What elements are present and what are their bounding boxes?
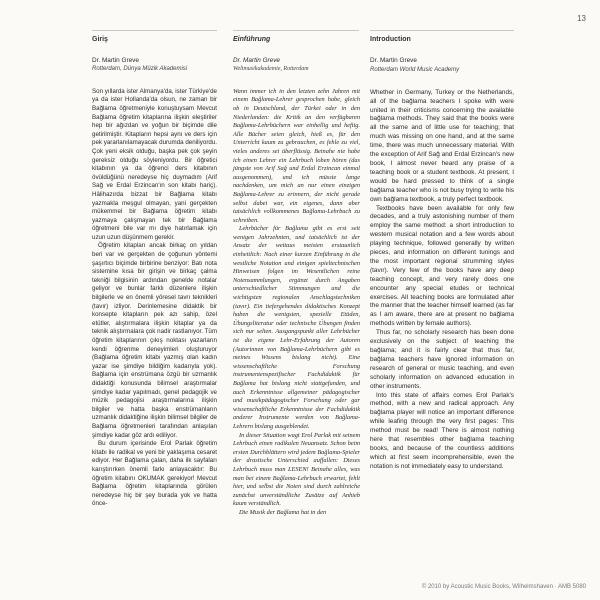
paragraph: In dieser Situation wagt Erol Parlak mit seinem Lehrbuch einen radikalen Neuansatz. Schon beim ersten Durchblättern wird jedem Bağlama-Spieler der drastische Unterschied auffallen: Dieses Lehrbuch muss man LESEN! Beinahe alles, was man bei einem Bağlama-Lehrbuch erwartet, fehlt hier, und selbst die Noten sind durch zahlreiche zunächst unverständliche Zusätze auf Anhieb kaum verständlich. <box>233 431 360 508</box>
paragraph: Öğretim kitapları ancak birkaç on yıldan beri var ve gerçekten de çoğunun yöntemi şaşırtıcı biçimde birbirine benziyor: Batı nota sistemine kısa bir girişin ve birkaç çalma tekniği bilgisinin ardından genelde notalar geliyor ve bunlar farklı düzenlere ilişkin bilgilerle ve en önemli yöresel tavrı teknikleri (tavır) izliyor. Derinlemesine didaktik bir konsepte kitapların pek azı sahip, özel etütler, alıştırmalara ilişkin kitaplar ya da teknik alıştırmalara çok nadir rastlanıyor. Tüm öğretim kitaplarının çıkış noktası yazarların kendi öğrenme deneyimleri oluşturuyor (Bağlama öğretim kitabı yazmış olan kadın yazar ise şimdiye bildiğim kadarıyla yok). Bağlama için enstrümana özgü bir uzmanlık didaktiği konusunda bilimsel araştırmalar şimdiye kadar yapılmadı, genel pedagojik ve müzik pedagojisi araştırmalarına ilişkin bilgiler ve hatta başka enstrümanların uzmanlık didaktiğine ilişkin bilimsel bilgiler de Bağlama öğretmenleri tarafından anlaşılan şimdiye kadar göz ardı ediliyor. <box>92 242 217 439</box>
column-heading: Introduction <box>370 36 411 43</box>
author-affiliation: Weltmusikakademie, Rotterdam <box>233 66 309 73</box>
column-english <box>370 36 514 472</box>
column-rule-german <box>233 30 359 31</box>
paragraph: Wann immer ich in den letzten zehn Jahren mit einem Bağlama-Lehrer gesprochen habe, gleich ob in Deutschland, der Türkei oder in den Niederlanden: die Kritik an den verfügbaren Bağlama-Lehrbüchern war einhellig und heftig. Alle Bücher seien gleich, hieß es, für den Unterricht kaum zu gebrauchen, es fehle zu viel, vieles anderes sei überflüssig. Beinahe nie habe ich einen Lehrer ein Lehrbuch loben hören (das jüngste von Arif Sağ und Erdal Erzincan einmal ausgenommen), und ich müsste lange nachdenken, um mich an nur einen einzigen Bağlama-Lehrer zu erinnern, der nicht gerade selbst dabei war, ein eigenes, dann aber tatsächlich vollkommenes Bağlama-Lehrbuch zu schreiben. <box>233 87 360 224</box>
column-heading: Einführung <box>233 36 271 43</box>
author-affiliation: Rotterdam, Dünya Müzik Akademisi <box>92 66 188 73</box>
paragraph: Into this state of affairs comes Erol Parlak's method, with a new and radical approach. Any bağlama player will notice an important difference while leafing through the very first pages: This method must be read! There is almost nothing here that resembles other bağlama teaching books, and because of the countless additions which at first seem incomprehensible, even the notation is not immediately easy to understand. <box>370 391 514 470</box>
column-turkish <box>92 36 217 509</box>
paragraph: Die Musik der Bağlama hat in den <box>239 508 327 516</box>
column-rule-turkish <box>92 30 217 31</box>
column-heading: Giriş <box>92 36 108 43</box>
paragraph: Thus far, no scholarly research has been done exclusively on the subject of teaching the bağlama; and it is fairly clear that thus far, bağlama teachers have ignored information on research of general or music teaching, and even scholarly information on advanced education in other instruments. <box>370 329 514 390</box>
column-rule-english <box>370 30 514 31</box>
author-name: Dr. Martin Greve <box>233 56 280 64</box>
copyright-footer: © 2010 by Acoustic Music Books, Wilhelmshaven · AMB 5080 <box>421 584 586 590</box>
paragraph: Son yıllarda ister Almanya'da, ister Türkiye'de ya da ister Hollanda'da olsun, ne zaman bir Bağlama öğretmeniyle konuştuysam Mevcut Bağlama öğretim kitaplarına ilişkin eleştiriler hep bir ağızdan ve yoğun bir biçimde dile getirilmiştir. Kitapların hepsi aynı ve ders için pek yararlanılamayacak durumda deniliyordu. Çok yeni eksik olduğu, başka pek çok şeyin gereksiz olduğu söyleniyordu. Bir öğretici kitabının ya da öğrenci ders kitabının övüldüğünü neredeyse hiç duymadım (Arif Sağ ve Erdal Erzincan'ın son kitabı hariç). Hâlihazırda bizzat bir Bağlama kitabı yazmakla meşgul olmayan, yani gerçekten mükemmel bir Bağlama öğretim kitabı yazmaya çalışmayan tek bir Bağlama öğretmeni bile var mı diye hatırlamak için uzun uzun düşünmem gerekir. <box>92 87 217 241</box>
page-number: 13 <box>577 14 586 23</box>
paragraph: Whether in Germany, Turkey or the Netherlands, all of the bağlama teachers I spoke with were united in their criticisms concerning the available bağlama methods. They said that the books were all the same and of little use for teaching; that much was missing on one hand, and at the same time, there was much unnecessary material. With the exception of Arif Sağ and Erdal Erzincan's new book, I almost never heard any praise of a teaching book or a student textbook. At present, I would be hard pressed to think of a single bağlama teacher who is not busy trying to write his own bağlama textbook, a truly perfect textbook. <box>370 88 514 203</box>
author-name: Dr. Martin Greve <box>370 56 417 64</box>
column-german <box>233 36 360 517</box>
author-affiliation: Rotterdam World Music Academy <box>370 66 460 73</box>
paragraph: Lehrbücher für Bağlama gibt es erst seit wenigen Jahrzehnten, und tatsächlich ist der Ansatz der weitaus meisten erstaunlich einheitlich: Nach einer kurzen Einführung in die westliche Notation und einigen spieltechnischen Hinweisen folgen im Wesentlichen reine Notensammlungen, ergänzt durch Angaben unterschiedlicher Stimmungen und die wichtigsten regionalen Anschlagstechniken (tavır). Ein tiefergehendes didaktisches Konzept haben die wenigsten, spezielle Etüden, Übungsliteratur oder technische Übungen finden sich nur selten. Ausgangspunkt aller Lehrbücher ist die eigene Lehr-Erfahrung der Autoren (Autorinnen von Bağlama-Lehrbüchern gibt es meines Wissens bislang nicht). Eine wissenschaftliche Forschung instrumentenspezifischer Fachdidaktik für Bağlama hat bislang nicht stattgefunden, und auch Erkenntnisse allgemeiner pädagogischer und musikpädagogischer Forschung oder gar wissenschaftliche Erkenntnisse der Fachdidaktik anderer Instrumente werden von Bağlama-Lehrern bislang ausgeblendet. <box>233 225 360 430</box>
author-name: Dr. Martin Greve <box>92 56 139 64</box>
paragraph: Bu durum içerisinde Erol Parlak öğretim kitabı ile radikal ve yeni bir yaklaşıma cesaret ediyor. Her Bağlama çalan, daha ilk sayfaları karıştırırken önemli farkı anlayacaktır: Bu öğretim kitabını OKUMAK gerekiyor! Mevcut Bağlama öğretim kitaplarında görülen neredeyse hiç bir şey burada yok ve hatta önce- <box>92 440 217 508</box>
paragraph: Textbooks have been available for only few decades, and a truly astonishing number of them employ the same method: a short introduction to western musical notation and a few words about playing technique, followed generally by written pieces, and information on different tunings and the most important regional strumming styles (tavır). Very few of the books have any deep teaching concept, and very rarely does one encounter any special etudes or technical exercises. All teaching books are formulated after the manner that the teacher himself learned (as far as I am aware, there are at present no bağlama methods written by female authors). <box>370 204 514 328</box>
